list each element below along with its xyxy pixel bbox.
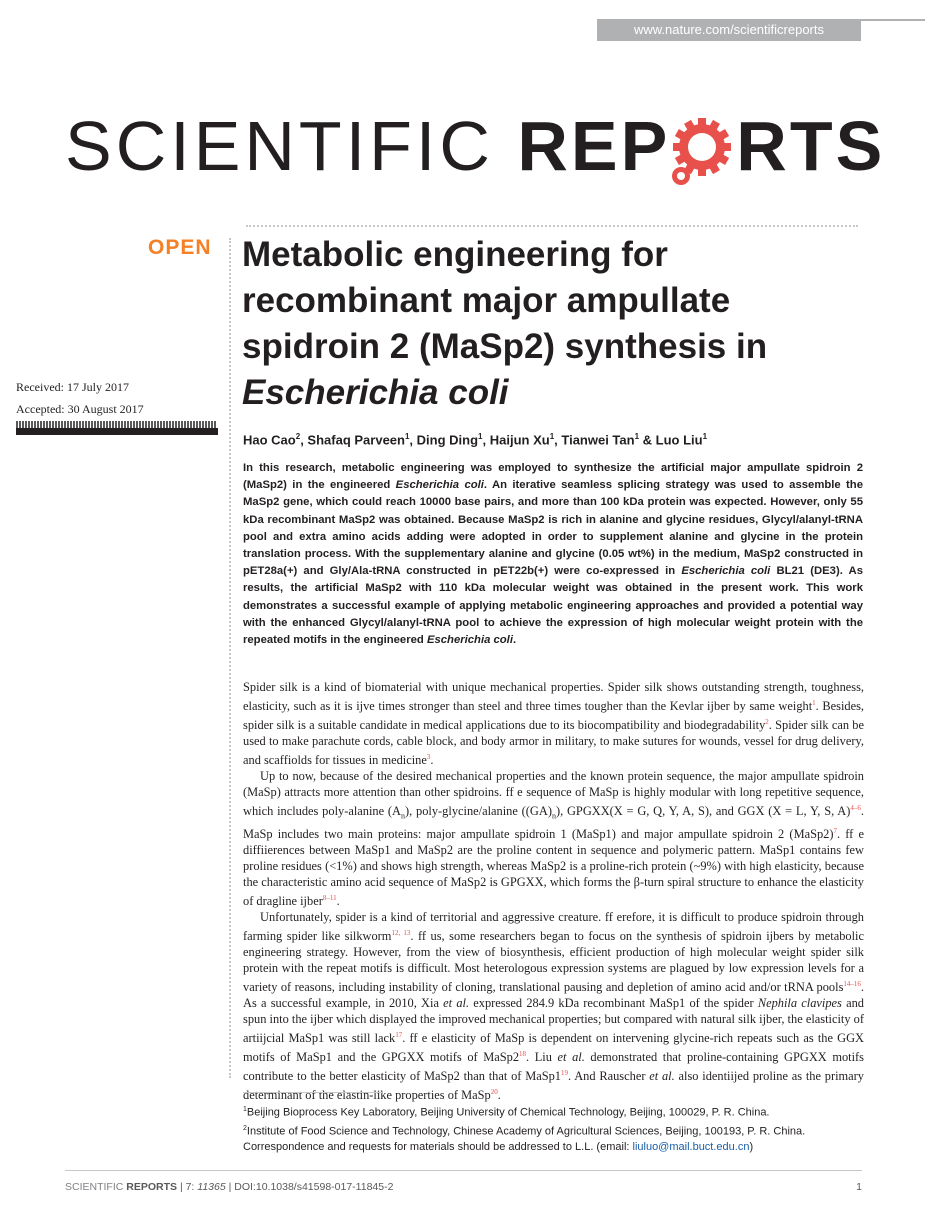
gear-tooth	[698, 118, 706, 128]
author-affiliation-mark: 1	[702, 432, 708, 441]
logo-text-light: SCIENTIFIC	[65, 107, 518, 185]
gear-tooth	[698, 166, 706, 176]
title-line-4: Escherichia coli	[242, 373, 509, 412]
page-number: 1	[856, 1181, 862, 1193]
article-title	[242, 232, 862, 416]
author-list: Hao Cao$^2$, Shafaq Parveen$^1$, Ding Ding$^1$, Haijun Xu$^1$, Tianwei Tan$^1$ & Luo Liu$^1$	[243, 432, 708, 448]
doi[interactable]: | DOI:10.1038/s41598-017-11845-2	[225, 1181, 394, 1193]
open-access-label: OPEN	[148, 236, 212, 259]
author-affiliation-mark: 1	[478, 432, 483, 441]
title-line-3: spidroin 2 (MaSp2) synthesis in	[242, 327, 768, 366]
column-dotted-divider	[229, 238, 231, 1078]
header-url-bar	[0, 0, 925, 41]
title-line-1: Metabolic engineering for	[242, 235, 668, 274]
author-affiliation-mark: 1	[404, 432, 410, 441]
logo-text-bold-a: REP	[517, 107, 671, 185]
author-name[interactable]: Haijun Xu	[489, 432, 550, 448]
decorative-bar-solid	[16, 428, 218, 435]
author-affiliation-mark: 2	[295, 432, 301, 441]
title-line-2: recombinant major ampullate	[242, 281, 731, 320]
logo-text-bold-b: RTS	[736, 107, 886, 185]
decorative-bar-pattern	[16, 421, 216, 428]
received-date: Received: 17 July 2017	[16, 380, 129, 394]
journal-logo	[65, 106, 886, 186]
affiliations	[243, 1102, 873, 1155]
header-rule	[861, 19, 925, 21]
body-paragraph-1: Spider silk is a kind of biomaterial with unique mechanical properties. Spider silk shows outstanding strength, toughness, elasticity, such as it is ijve times stronger than steel and three times tougher than the Kevlar ijber by same weight$^1$. Besides, spider silk is a suitable candidate in medical applications due to its biocompatibility and biodegradability$^2$. Spider silk can be used to make parachute cords, cable block, and body armor in military, to make sutures for wounds, vessel for drug delivery, and scaffiolds for tissues in medicine$^3$.	[243, 680, 865, 767]
body-paragraph-3: Unfortunately, spider is a kind of territorial and aggressive creature. ff erefore, it is difficult to produce spidroin through farming spider like silkworm$^{12, 13}$. ff us, some researchers began to focus on the synthesis of spidroin ijbers by metabolic engineering strategy. However, from the view of biosynthesis, efficient production of high molecular weight spider silk protein with the repeat motifs is difficult. Most heterologous expression systems are plagued by low expression levels for a variety of reasons, including instability of cloning, translational pausing and depletion of amino acid and/or tRNA pools$^{14-16}$. As a successful example, in 2010, Xia et al. expressed 284.9 kDa recombinant MaSp1 of the spider Nephila clavipes and spun into the ijber which displayed the improved mechanical properties; but compared with natural silk ijber, the elasticity of artiijcial MaSp1 was still lack$^{17}$. ff e elasticity of MaSp is dependent on intervening glycine-rich repeats such as the GGX motifs of MaSp1 and the GPGXX motifs of $MaSp2^{18}$. Liu et al. demonstrated that proline-containing GPGXX motifs contribute to the better elasticity of MaSp2 than that of $MaSp1^{19}$. And Rauscher et al. also identiijed proline as the primary determinant of the elastin-like properties of MaSp$^{20}$.	[243, 910, 865, 1102]
affiliation-1: $^1$Beijing Bioprocess Key Laboratory, Beijing University of Chemical Technology, Beijing, 100029, P. R. China.	[243, 1106, 770, 1119]
author-name[interactable]: Shafaq Parveen	[307, 432, 405, 448]
correspondence: Correspondence and requests for materials should be addressed to L.L. (email: liuluo@mail.buct.edu.cn)	[243, 1141, 754, 1154]
accepted-date: Accepted: 30 August 2017	[16, 402, 144, 416]
gear-tooth	[721, 143, 731, 151]
footer-journal-name: SCIENTIFIC REPORTS	[65, 1181, 178, 1193]
affiliation-2: $^2$Institute of Food Science and Technology, Chinese Academy of Agricultural Sciences, Beijing, 100193, P. R. China.	[243, 1124, 806, 1138]
author-affiliation-mark: 1	[549, 432, 555, 441]
article-dates	[16, 376, 144, 420]
footer-divider	[65, 1170, 862, 1171]
abstract: In this research, metabolic engineering was employed to synthesize the artificial major ampullate spidroin 2 (MaSp2) in the engineered Escherichia coli. An iterative seamless splicing strategy was used to assemble the MaSp2 gene, which could reach 10000 base pairs, and more than 100 kDa protein was expected. However, only 55 kDa recombinant MaSp2 was obtained. Because MaSp2 is rich in alanine and glycine residues, Glycyl/alanyl-tRNA pool and extra amino acids adding were adopted in order to supplement alanine and glycine in the protein translation process. With the supplementary alanine and glycine (0.05 wt%) in the medium, MaSp2 constructed in pET28a(+) and Gly/Ala-tRNA constructed in pET22b(+) were co-expressed in Escherichia coli BL21 (DE3). As results, the artificial MaSp2 with 110 kDa molecular weight was obtained in the present work. This work demonstrates a successful example of applying metabolic engineering approaches and provided a potential way with the enhanced Glycyl/alanyl-tRNA pool to achieve the expression of high molecular weight protein with the repeated motifs in the engineered Escherichia coli.	[243, 462, 863, 647]
author-name[interactable]: Hao Cao	[243, 432, 296, 448]
email-link[interactable]: liuluo@mail.buct.edu.cn	[632, 1141, 750, 1154]
article-number: 11365	[197, 1181, 226, 1193]
body-paragraph-2: Up to now, because of the desired mechanical properties and the known protein sequence, the major ampullate spidroin (MaSp) attracts more attention than other spidroins. ff e sequence of MaSp is highly modular with long repetitive sequence, which includes poly-alanine $(A_n)$, poly-glycine/alanine $((GA)_n)$, GPGXX(X = G, Q, Y, A, S), and GGX (X = L, Y, S, A)$^{4-6}$. MaSp includes two main proteins: major ampullate spidroin 1 (MaSp1) and major ampullate spidroin 2 (MaSp2)$^7$. ff e diffiierences between MaSp1 and MaSp2 are the proline content in sequence and polymeric pattern. MaSp1 contains few proline residues (<1%) and shows high strength, whereas MaSp2 is a proline-rich protein (~9%) with high elasticity, because the characteristic amino acid sequence of MaSp2 is GPGXX, which forms the β-turn spiral structure to enhance the elasticity of dragline ijber$^{8-11}$.	[243, 768, 864, 909]
journal-url-link[interactable]: www.nature.com/scientificreports	[597, 19, 861, 41]
gear-tooth	[673, 143, 683, 151]
page-footer: SCIENTIFIC REPORTS | 7: 11365 | DOI:10.1038/s41598-017-11845-2 1	[65, 1181, 862, 1193]
affiliation-divider	[243, 1092, 383, 1093]
gear-o-icon	[671, 106, 735, 196]
author-name[interactable]: Ding Ding	[416, 432, 479, 448]
header-dotted-divider	[246, 225, 858, 227]
author-name[interactable]: Luo Liu	[655, 432, 703, 448]
author-affiliation-mark: 1	[634, 432, 640, 441]
body-text	[243, 680, 864, 1104]
author-name[interactable]: Tianwei Tan	[561, 432, 635, 448]
